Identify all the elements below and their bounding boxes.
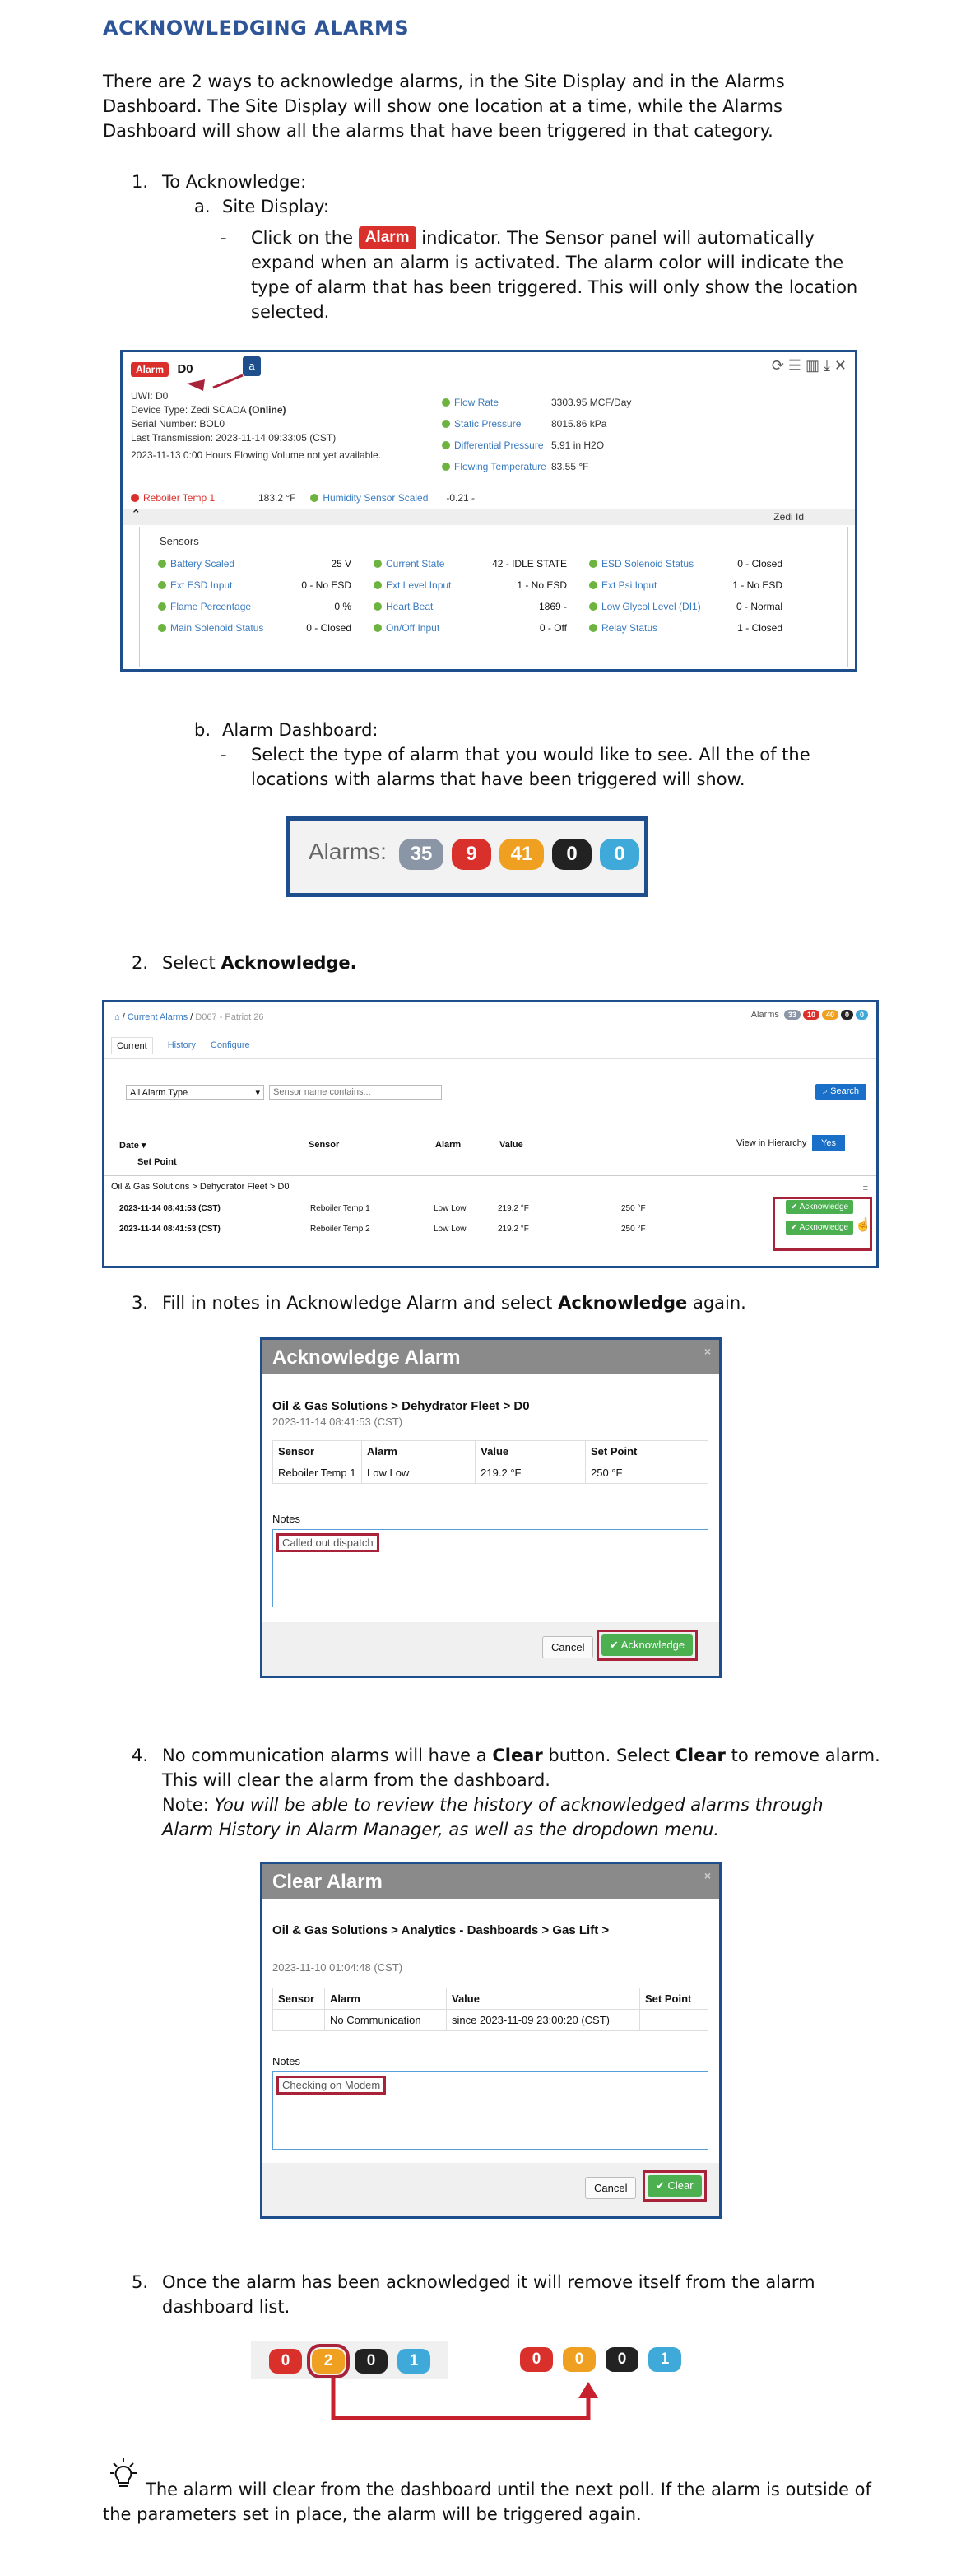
alarm-sensor-value: 183.2 °F bbox=[258, 492, 296, 504]
before-counts bbox=[251, 2341, 448, 2379]
sensor-label[interactable]: ESD Solenoid Status bbox=[601, 558, 694, 570]
page-title: ACKNOWLEDGING ALARMS bbox=[103, 16, 410, 40]
metric-value: 8015.86 kPa bbox=[551, 418, 607, 430]
notes-label: Notes bbox=[272, 2055, 300, 2067]
step-1b-letter: b. bbox=[194, 720, 211, 740]
cell bbox=[273, 2010, 325, 2031]
sensor-label[interactable]: Heart Beat bbox=[386, 601, 434, 612]
site-last-transmission: Last Transmission: 2023-11-14 09:33:05 (CST) bbox=[131, 432, 337, 444]
alarm-type-select[interactable] bbox=[126, 1085, 264, 1100]
breadcrumb-site: D067 - Patriot 26 bbox=[195, 1012, 264, 1022]
alarms-bar-label: Alarms: bbox=[309, 839, 387, 864]
cell: Reboiler Temp 1 bbox=[273, 1462, 362, 1484]
sensor-item bbox=[589, 601, 805, 612]
site-device-type: Device Type: Zedi SCADA bbox=[131, 404, 246, 416]
row-set-point: 250 °F bbox=[621, 1204, 646, 1213]
step-4-bold-2: Clear bbox=[675, 1746, 726, 1765]
step-3-bold: Acknowledge bbox=[558, 1293, 688, 1313]
step-4-post: to remove alarm. bbox=[731, 1746, 880, 1765]
tip-text: The alarm will clear from the dashboard until the next poll. If the alarm is outside of the parameters set in place, the alarm will be triggered again. bbox=[103, 2480, 871, 2524]
metric-value: 3303.95 MCF/Day bbox=[551, 397, 632, 408]
dialog-time: 2023-11-14 08:41:53 (CST) bbox=[272, 1416, 403, 1428]
cell: since 2023-11-09 23:00:20 (CST) bbox=[447, 2010, 640, 2031]
notes-value: Checking on Modem bbox=[276, 2076, 386, 2095]
dialog-footer bbox=[262, 1622, 719, 1676]
metric-label[interactable]: Static Pressure bbox=[454, 418, 522, 430]
sensors-title: Sensors bbox=[160, 535, 199, 547]
acknowledge-confirm-button[interactable]: ✔ Acknowledge bbox=[601, 1634, 693, 1656]
step-2-pre: Select bbox=[162, 953, 216, 973]
alarm-count-badge[interactable]: 0 bbox=[552, 839, 592, 870]
sensor-value: 0 - Closed bbox=[306, 622, 351, 634]
step-5-text: Once the alarm has been acknowledged it will remove itself from the alarm dashboard list. bbox=[162, 2272, 815, 2317]
status-dot-icon bbox=[374, 602, 382, 611]
note-label: Note: bbox=[162, 1795, 209, 1815]
alarm-count-badge[interactable]: 0 bbox=[841, 1010, 853, 1020]
step-1a-text bbox=[251, 226, 876, 324]
acknowledge-button-label: Acknowledge bbox=[799, 1202, 849, 1211]
col-header: Sensor bbox=[273, 1988, 325, 2010]
step-2-text bbox=[162, 951, 357, 975]
collapse-bar[interactable] bbox=[123, 509, 855, 525]
dialog-table bbox=[272, 1988, 708, 2031]
cell: 250 °F bbox=[586, 1462, 708, 1484]
metric-label[interactable]: Differential Pressure bbox=[454, 439, 544, 451]
sensor-label[interactable]: Main Solenoid Status bbox=[170, 622, 264, 634]
step-4-number: 4. bbox=[132, 1746, 149, 1765]
close-icon[interactable]: × bbox=[703, 1869, 711, 1882]
acknowledge-alarm-dialog bbox=[260, 1337, 722, 1678]
sensor-value: 25 V bbox=[331, 558, 351, 570]
humidity-label[interactable]: Humidity Sensor Scaled bbox=[323, 492, 429, 504]
status-dot-icon bbox=[589, 624, 597, 632]
row-alarm: Low Low bbox=[434, 1204, 467, 1213]
step-2-bold: Acknowledge. bbox=[221, 953, 357, 973]
step-1-number: 1. bbox=[132, 172, 149, 192]
sensor-item bbox=[374, 622, 589, 634]
alarm-count-badge[interactable]: 35 bbox=[399, 839, 443, 870]
alarm-count-badge: 0 bbox=[355, 2349, 388, 2374]
col-header: Alarm bbox=[325, 1988, 447, 2010]
sensor-item bbox=[158, 558, 374, 570]
alarm-count-badge[interactable]: 9 bbox=[452, 839, 491, 870]
sensor-item bbox=[158, 579, 374, 591]
sensor-value: 0 - Normal bbox=[736, 601, 782, 612]
alarm-sensor-row bbox=[131, 492, 475, 504]
step-4-pre: No communication alarms will have a bbox=[162, 1746, 487, 1765]
step-1a-post: indicator. The Sensor panel will automatically expand when an alarm is activated. The alarm color will indicate the type of alarm that has been triggered. This will only show the location selected. bbox=[251, 228, 858, 322]
after-counts bbox=[510, 2340, 708, 2378]
sensor-value: 1 - No ESD bbox=[732, 579, 782, 591]
alarm-count-badge: 1 bbox=[397, 2349, 430, 2374]
alarm-count-badge: 0 bbox=[563, 2347, 596, 2372]
row-value: 219.2 °F bbox=[498, 1225, 529, 1234]
row-alarm: Low Low bbox=[434, 1225, 467, 1234]
status-dot-icon bbox=[374, 581, 382, 589]
row-set-point: 250 °F bbox=[621, 1225, 646, 1234]
column-set-point[interactable]: Set Point bbox=[137, 1157, 177, 1167]
sensor-value: 1 - No ESD bbox=[517, 579, 567, 591]
step-1b-text: Select the type of alarm that you would like to see. All the of the locations with alarms that have been triggered will show. bbox=[251, 745, 810, 789]
sensor-value: 1869 - bbox=[538, 601, 567, 612]
step-4-note bbox=[162, 1793, 870, 1842]
step-1b-title: Alarm Dashboard: bbox=[222, 720, 378, 740]
tab-history[interactable]: History bbox=[167, 1040, 196, 1050]
sensor-item bbox=[374, 579, 589, 591]
dialog-time: 2023-11-10 01:04:48 (CST) bbox=[272, 1961, 403, 1974]
status-dot-icon bbox=[158, 581, 166, 589]
breadcrumb-current-alarms[interactable]: Current Alarms bbox=[127, 1012, 188, 1022]
clear-confirm-label: Clear bbox=[667, 2179, 694, 2192]
step-4-line-1 bbox=[162, 1743, 886, 1768]
col-header: Value bbox=[476, 1441, 586, 1462]
dialog-title: Clear Alarm bbox=[272, 1871, 383, 1893]
notes-value: Called out dispatch bbox=[276, 1533, 379, 1552]
status-dot-icon bbox=[158, 602, 166, 611]
humidity-value: -0.21 - bbox=[446, 492, 476, 504]
highlight-box bbox=[597, 1630, 698, 1661]
alarm-sensor-label[interactable]: Reboiler Temp 1 bbox=[143, 492, 216, 504]
column-value[interactable]: Value bbox=[499, 1140, 523, 1150]
sensor-value: 0 - No ESD bbox=[301, 579, 351, 591]
metric-row bbox=[442, 456, 631, 477]
sensor-label[interactable]: Current State bbox=[386, 558, 445, 570]
dashboard-tabs bbox=[111, 1037, 250, 1054]
alarm-count-badge: 1 bbox=[648, 2347, 681, 2372]
sensors-grid bbox=[158, 558, 841, 634]
sensor-value: 1 - Closed bbox=[737, 622, 782, 634]
dashboard-alarm-counts bbox=[751, 1010, 868, 1020]
site-toolbar-icons[interactable]: ⟳ ☰ ▥ ⤓ ✕ bbox=[771, 357, 847, 374]
column-sensor[interactable]: Sensor bbox=[309, 1140, 340, 1150]
breadcrumb: ⌂ / Current Alarms / D067 - Patriot 26 bbox=[114, 1012, 264, 1022]
sensor-item bbox=[589, 558, 805, 570]
notes-textarea[interactable] bbox=[272, 1529, 708, 1607]
step-1b-dash: - bbox=[221, 745, 227, 765]
col-header: Set Point bbox=[586, 1441, 708, 1462]
hierarchy-yes-toggle[interactable]: Yes bbox=[812, 1135, 845, 1151]
sensor-search-input[interactable] bbox=[269, 1085, 442, 1100]
step-1a-title: Site Display: bbox=[222, 197, 329, 216]
sensor-label[interactable]: On/Off Input bbox=[386, 622, 440, 634]
alarms-label: Alarms bbox=[750, 1010, 779, 1020]
step-3-number: 3. bbox=[132, 1293, 149, 1313]
note-text: You will be able to review the history of acknowledged alarms through Alarm History in Alarm Manager, as well as the dropdown menu. bbox=[162, 1795, 824, 1839]
sensor-value: 42 - IDLE STATE bbox=[492, 558, 567, 570]
sensor-label[interactable]: Relay Status bbox=[601, 622, 658, 634]
site-device-status: (Online) bbox=[248, 404, 286, 416]
alarms-bar-screenshot bbox=[286, 816, 648, 897]
tab-current[interactable]: Current bbox=[111, 1037, 153, 1054]
alarm-count-badge: 0 bbox=[520, 2347, 553, 2372]
dialog-title: Acknowledge Alarm bbox=[272, 1346, 461, 1369]
metric-row bbox=[442, 413, 631, 435]
step-4-bold-1: Clear bbox=[492, 1746, 543, 1765]
search-button-label: Search bbox=[830, 1086, 859, 1096]
view-hierarchy-label: View in Hierarchy bbox=[736, 1138, 807, 1148]
status-dot-icon bbox=[310, 494, 318, 502]
step-3-post: again. bbox=[692, 1293, 746, 1313]
alarm-count-badge[interactable]: 0 bbox=[856, 1010, 868, 1020]
cancel-button[interactable]: Cancel bbox=[542, 1636, 593, 1658]
sensor-item bbox=[589, 579, 805, 591]
metric-value: 5.91 in H2O bbox=[551, 439, 605, 451]
step-3-text bbox=[162, 1290, 746, 1315]
close-icon[interactable]: × bbox=[703, 1345, 711, 1358]
alarm-count-badge[interactable]: 0 bbox=[600, 839, 639, 870]
step-1a-letter: a. bbox=[194, 197, 211, 216]
cell: 219.2 °F bbox=[476, 1462, 586, 1484]
metric-label[interactable]: Flowing Temperature bbox=[454, 461, 546, 472]
notes-textarea[interactable] bbox=[272, 2071, 708, 2150]
sensor-item bbox=[158, 601, 374, 612]
alarm-count-badge: 0 bbox=[269, 2349, 302, 2374]
sensor-item bbox=[589, 622, 805, 634]
row-sensor: Reboiler Temp 1 bbox=[310, 1204, 370, 1213]
col-header: Value bbox=[447, 1988, 640, 2010]
alarm-count-badge: 0 bbox=[606, 2347, 638, 2372]
clear-alarm-dialog bbox=[260, 1862, 722, 2219]
search-button[interactable] bbox=[815, 1084, 866, 1100]
step-1a-pre: Click on the bbox=[251, 228, 354, 248]
metric-row bbox=[442, 392, 631, 413]
home-icon[interactable]: ⌂ bbox=[114, 1012, 120, 1022]
status-dot-icon bbox=[589, 602, 597, 611]
row-value: 219.2 °F bbox=[498, 1204, 529, 1213]
dialog-path: Oil & Gas Solutions > Analytics - Dashboards > Gas Lift > bbox=[272, 1923, 610, 1937]
notes-label: Notes bbox=[272, 1513, 300, 1525]
status-dot-icon bbox=[442, 441, 450, 449]
alarm-count-badge[interactable]: 10 bbox=[803, 1010, 819, 1020]
alarm-count-badge: 2 bbox=[312, 2349, 345, 2374]
status-dot-icon bbox=[442, 420, 450, 428]
site-uwi: UWI: D0 bbox=[131, 390, 169, 402]
alarm-count-badge[interactable]: 40 bbox=[822, 1010, 838, 1020]
tab-configure[interactable]: Configure bbox=[210, 1040, 250, 1050]
sensor-label[interactable]: Battery Scaled bbox=[170, 558, 235, 570]
status-dot-icon bbox=[374, 624, 382, 632]
clear-confirm-button[interactable]: ✔ Clear bbox=[648, 2175, 702, 2197]
dialog-table bbox=[272, 1440, 708, 1484]
column-alarm[interactable]: Alarm bbox=[435, 1140, 462, 1150]
sensor-label[interactable]: Ext ESD Input bbox=[170, 579, 233, 591]
sensor-item bbox=[374, 601, 589, 612]
row-sensor: Reboiler Temp 2 bbox=[310, 1225, 370, 1234]
site-alarm-button[interactable]: Alarm bbox=[131, 362, 169, 377]
status-dot-icon bbox=[158, 624, 166, 632]
sensor-item bbox=[374, 558, 589, 570]
sensor-item bbox=[158, 622, 374, 634]
sensor-label[interactable]: Low Glycol Level (DI1) bbox=[601, 601, 701, 612]
sensor-value: 0 - Off bbox=[539, 622, 567, 634]
alarm-dot-icon bbox=[131, 494, 139, 502]
sensor-value: 0 - Closed bbox=[737, 558, 782, 570]
dialog-footer bbox=[262, 2163, 719, 2216]
site-serial: Serial Number: BOL0 bbox=[131, 418, 225, 430]
cell: No Communication bbox=[325, 2010, 447, 2031]
menu-icon[interactable]: ≡ bbox=[862, 1183, 868, 1193]
status-dot-icon bbox=[589, 581, 597, 589]
step-3-pre: Fill in notes in Acknowledge Alarm and select bbox=[162, 1293, 553, 1313]
status-dot-icon bbox=[589, 560, 597, 568]
transition-arrow bbox=[321, 2378, 601, 2436]
dialog-path: Oil & Gas Solutions > Dehydrator Fleet > D0 bbox=[272, 1399, 530, 1413]
zedi-id-label: Zedi Id bbox=[773, 511, 804, 523]
site-flow-row: 2023-11-13 0:00 Hours Flowing Volume not yet available. bbox=[131, 449, 381, 461]
step-5-number: 5. bbox=[132, 2272, 149, 2292]
step-4-mid: button. Select bbox=[548, 1746, 670, 1765]
status-dot-icon bbox=[374, 560, 382, 568]
sensor-value: 0 % bbox=[334, 601, 351, 612]
sensor-label[interactable]: Ext Level Input bbox=[386, 579, 452, 591]
sensor-label[interactable]: Ext Psi Input bbox=[601, 579, 657, 591]
acknowledge-button[interactable]: ✔ Acknowledge bbox=[786, 1221, 853, 1235]
alarm-dashboard-screenshot bbox=[102, 1000, 879, 1268]
metric-label[interactable]: Flow Rate bbox=[454, 397, 499, 408]
alarms-bar-counts bbox=[399, 839, 639, 870]
site-name: D0 bbox=[177, 362, 193, 376]
cell: Low Low bbox=[362, 1462, 476, 1484]
acknowledge-button-label: Acknowledge bbox=[799, 1223, 849, 1232]
metric-value: 83.55 °F bbox=[551, 461, 589, 472]
col-header: Alarm bbox=[362, 1441, 476, 1462]
alarm-indicator-badge: Alarm bbox=[359, 226, 416, 249]
step-4-line-2: This will clear the alarm from the dashboard. bbox=[162, 1770, 550, 1790]
step-1-title: To Acknowledge: bbox=[162, 172, 307, 192]
cell bbox=[640, 2010, 708, 2031]
metric-row bbox=[442, 435, 631, 456]
alarm-count-badge[interactable]: 41 bbox=[499, 839, 544, 870]
status-dot-icon bbox=[442, 398, 450, 407]
column-date-label: Date bbox=[119, 1141, 139, 1151]
highlight-box bbox=[643, 2170, 707, 2202]
callout-marker: a bbox=[243, 356, 261, 376]
chevron-down-icon: ▾ bbox=[255, 1088, 260, 1098]
site-display-screenshot bbox=[120, 350, 857, 672]
col-header: Sensor bbox=[273, 1441, 362, 1462]
chevron-up-icon[interactable]: ⌃ bbox=[131, 508, 142, 522]
step-2-number: 2. bbox=[132, 953, 149, 973]
row-date: 2023-11-14 08:41:53 (CST) bbox=[119, 1204, 221, 1213]
alarm-count-badge[interactable]: 33 bbox=[784, 1010, 801, 1020]
step-1a-dash: - bbox=[221, 228, 227, 248]
status-dot-icon bbox=[442, 463, 450, 471]
alarm-type-value: All Alarm Type bbox=[130, 1088, 188, 1098]
status-dot-icon bbox=[158, 560, 166, 568]
row-date: 2023-11-14 08:41:53 (CST) bbox=[119, 1225, 221, 1234]
acknowledge-confirm-label: Acknowledge bbox=[620, 1639, 685, 1651]
acknowledge-button[interactable]: ✔ Acknowledge bbox=[786, 1200, 853, 1214]
sensor-label[interactable]: Flame Percentage bbox=[170, 601, 252, 612]
col-header: Set Point bbox=[640, 1988, 708, 2010]
dialog-header bbox=[262, 1340, 719, 1374]
dialog-header bbox=[262, 1864, 719, 1899]
column-date[interactable]: Date ▾ bbox=[119, 1141, 146, 1151]
sensors-panel bbox=[139, 527, 848, 667]
cursor-icon: ☝ bbox=[855, 1218, 871, 1232]
cancel-button[interactable]: Cancel bbox=[585, 2177, 636, 2199]
group-path: Oil & Gas Solutions > Dehydrator Fleet > D0 bbox=[111, 1182, 290, 1192]
intro-paragraph: There are 2 ways to acknowledge alarms, in the Site Display and in the Alarms Dashboard. The Site Display will show one location at a time, while the Alarms Dashboard will show all the alarms that have been triggered in that category. bbox=[103, 72, 785, 141]
search-icon: ⌕ bbox=[822, 1086, 829, 1096]
